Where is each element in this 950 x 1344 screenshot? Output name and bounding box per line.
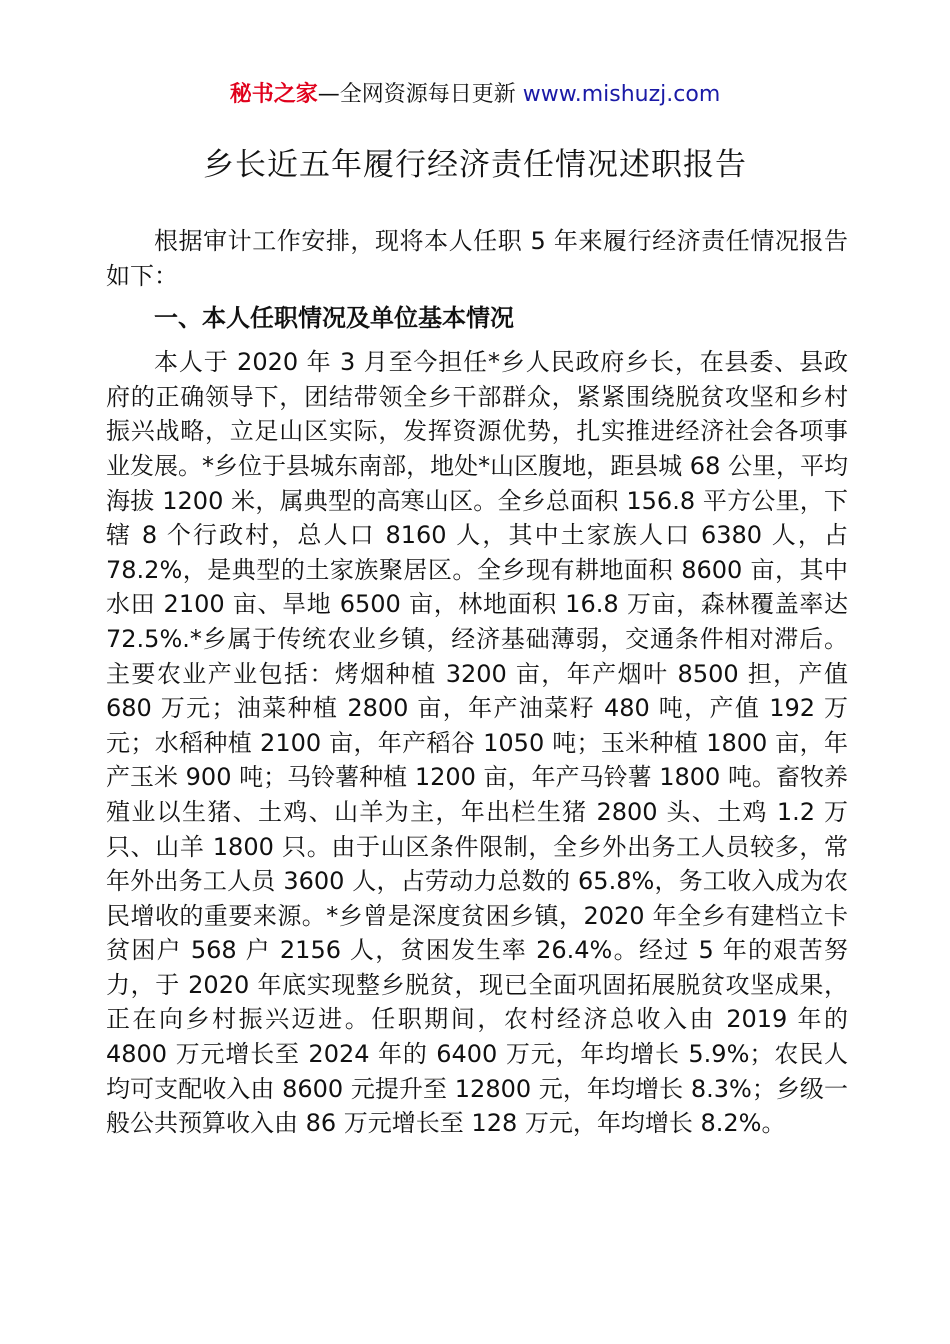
brand-name[interactable]: 秘书之家 <box>229 82 318 107</box>
document-body <box>106 224 848 1141</box>
site-url-link[interactable]: www.mishuzj.com <box>522 82 721 107</box>
section-1-heading: 一、本人任职情况及单位基本情况 <box>154 304 514 333</box>
site-tagline: —全网资源每日更新 <box>317 82 516 107</box>
document-title: 乡长近五年履行经济责任情况述职报告 <box>203 147 747 183</box>
intro-paragraph: 根据审计工作安排，现将本人任职 5 年来履行经济责任情况报告如下： <box>106 227 848 290</box>
section-1-paragraph: 本人于 2020 年 3 月至今担任*乡人民政府乡长，在县委、县政府的正确领导下，团结带领全乡干部群众，紧紧围绕脱贫攻坚和乡村振兴战略，立足山区实际，发挥资源优势，扎实推进经济社会各项事业发展。*乡位于县城东南部，地处*山区腹地，距县城 68 公里，平均海拔 1200 米，属典型的高寒山区。全乡总面积 156.8 平方公里，下辖 8 个行政村，总人口 8160 人，其中土家族人口 6380 人，占 78.2%，是典型的土家族聚居区。全乡现有耕地面积 8600 亩，其中水田 2100 亩、旱地 6500 亩，林地面积 16.8 万亩，森林覆盖率达 72.5%.*乡属于传统农业乡镇，经济基础薄弱，交通条件相对滞后。主要农业产业包括：烤烟种植 3200 亩，年产烟叶 8500 担，产值 680 万元；油菜种植 2800 亩，年产油菜籽 480 吨，产值 192 万元；水稻种植 2100 亩，年产稻谷 1050 吨；玉米种植 1800 亩，年产玉米 900 吨；马铃薯种植 1200 亩，年产马铃薯 1800 吨。畜牧养殖业以生猪、土鸡、山羊为主，年出栏生猪 2800 头、土鸡 1.2 万只、山羊 1800 只。由于山区条件限制，全乡外出务工人员较多，常年外出务工人员 3600 人，占劳动力总数的 65.8%，务工收入成为农民增收的重要来源。*乡曾是深度贫困乡镇，2020 年全乡有建档立卡贫困户 568 户 2156 人，贫困发生率 26.4%。经过 5 年的艰苦努力，于 2020 年底实现整乡脱贫，现已全面巩固拓展脱贫攻坚成果，正在向乡村振兴迈进。任职期间，农村经济总收入由 2019 年的 4800 万元增长至 2024 年的 6400 万元，年均增长 5.9%；农民人均可支配收入由 8600 元提升至 12800 元，年均增长 8.3%；乡级一般公共预算收入由 86 万元增长至 128 万元，年均增长 8.2%。 <box>106 348 848 1138</box>
site-header <box>0 78 950 112</box>
